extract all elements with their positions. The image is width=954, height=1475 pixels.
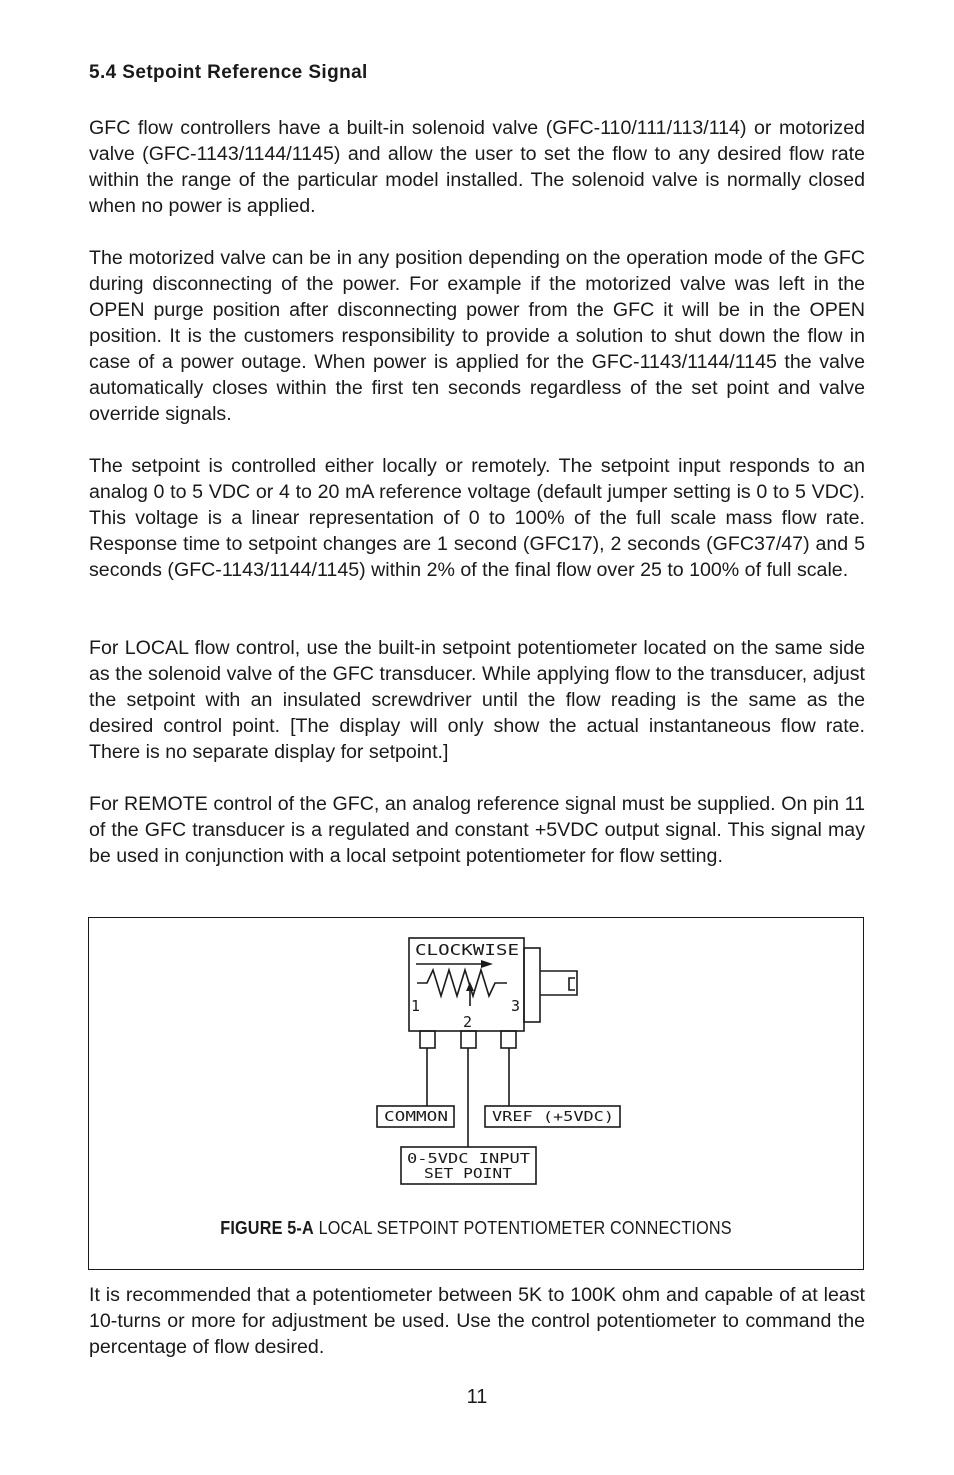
section-heading: 5.4 Setpoint Reference Signal: [89, 62, 368, 83]
paragraph-potentiometer-recommendation: It is recommended that a potentiometer between 5K to 100K ohm and capable of at least 10-turns or more for adjustment be used. Use the control potentiometer to command the percentage of flow desired.: [89, 1284, 865, 1358]
input-label-line-1: 0-5VDC INPUT: [407, 1152, 531, 1167]
pin-1-terminal: [420, 1031, 435, 1048]
paragraph-valve-types: GFC flow controllers have a built-in solenoid valve (GFC-110/111/113/114) or motorized valve (GFC-1143/1144/1145) and allow the user to set the flow to any desired flow rate within the range of the particular model installed. The solenoid valve is normally closed when no power is applied.: [89, 117, 865, 217]
resistor-zigzag: [417, 970, 507, 996]
figure-caption-text: LOCAL SETPOINT POTENTIOMETER CONNECTIONS: [313, 1218, 732, 1238]
page-number: 11: [466, 1386, 488, 1408]
paragraph-motorized-valve: The motorized valve can be in any position depending on the operation mode of the GFC during disconnecting of the power. For example if the motorized valve was left in the OPEN purge position after disconnecting power from the GFC it will be in the OPEN position. It is the customers responsibility to provide a solution to shut down the flow in case of a power outage. When power is applied for the GFC-1143/1144/1145 the valve automatically closes within the first ten seconds regardless of the set point and valve override signals.: [89, 247, 865, 425]
paragraph-setpoint-control: The setpoint is controlled either locally or remotely. The setpoint input responds to an analog 0 to 5 VDC or 4 to 20 mA reference voltage (default jumper setting is 0 to 5 VDC). This voltage is a linear representation of 0 to 100% of the full scale mass flow rate. Response time to setpoint changes are 1 second (GFC17), 2 seconds (GFC37/47) and 5 seconds (GFC-1143/1144/1145) within 2% of the final flow over 25 to 100% of full scale.: [89, 455, 865, 581]
wiper-arrowhead: [466, 982, 474, 991]
input-label-line-2: SET POINT: [424, 1167, 513, 1182]
pin-3-terminal: [501, 1031, 516, 1048]
clockwise-label: CLOCKWISE: [415, 941, 519, 959]
common-label: COMMON: [384, 1110, 448, 1125]
figure-caption: [128, 1218, 825, 1239]
figure-caption-number: FIGURE 5-A: [220, 1218, 314, 1238]
potentiometer-shaft: [540, 971, 577, 995]
pin-3-label: 3: [511, 997, 521, 1015]
pin-2-terminal: [461, 1031, 476, 1048]
clockwise-arrowhead: [481, 960, 493, 968]
figure-5a-box: [88, 917, 864, 1270]
paragraph-local-control: For LOCAL flow control, use the built-in setpoint potentiometer located on the same side as the solenoid valve of the GFC transducer. While applying flow to the transducer, adjust the setpoint with an insulated screwdriver until the flow reading is the same as the desired control point. [The display will only show the actual instantaneous flow rate. There is no separate display for setpoint.]: [89, 637, 865, 763]
shaft-slot: [569, 978, 575, 990]
paragraph-remote-control: For REMOTE control of the GFC, an analog reference signal must be supplied. On pin 11 of the GFC transducer is a regulated and constant +5VDC output signal. This signal may be used in conjunction with a local setpoint potentiometer for flow setting.: [89, 793, 865, 867]
pin-2-label: 2: [463, 1013, 473, 1031]
potentiometer-shaft-housing: [524, 948, 540, 1022]
pin-1-label: 1: [411, 997, 421, 1015]
potentiometer-wiring-diagram: [89, 918, 863, 1269]
vref-label: VREF (+5VDC): [492, 1110, 614, 1125]
